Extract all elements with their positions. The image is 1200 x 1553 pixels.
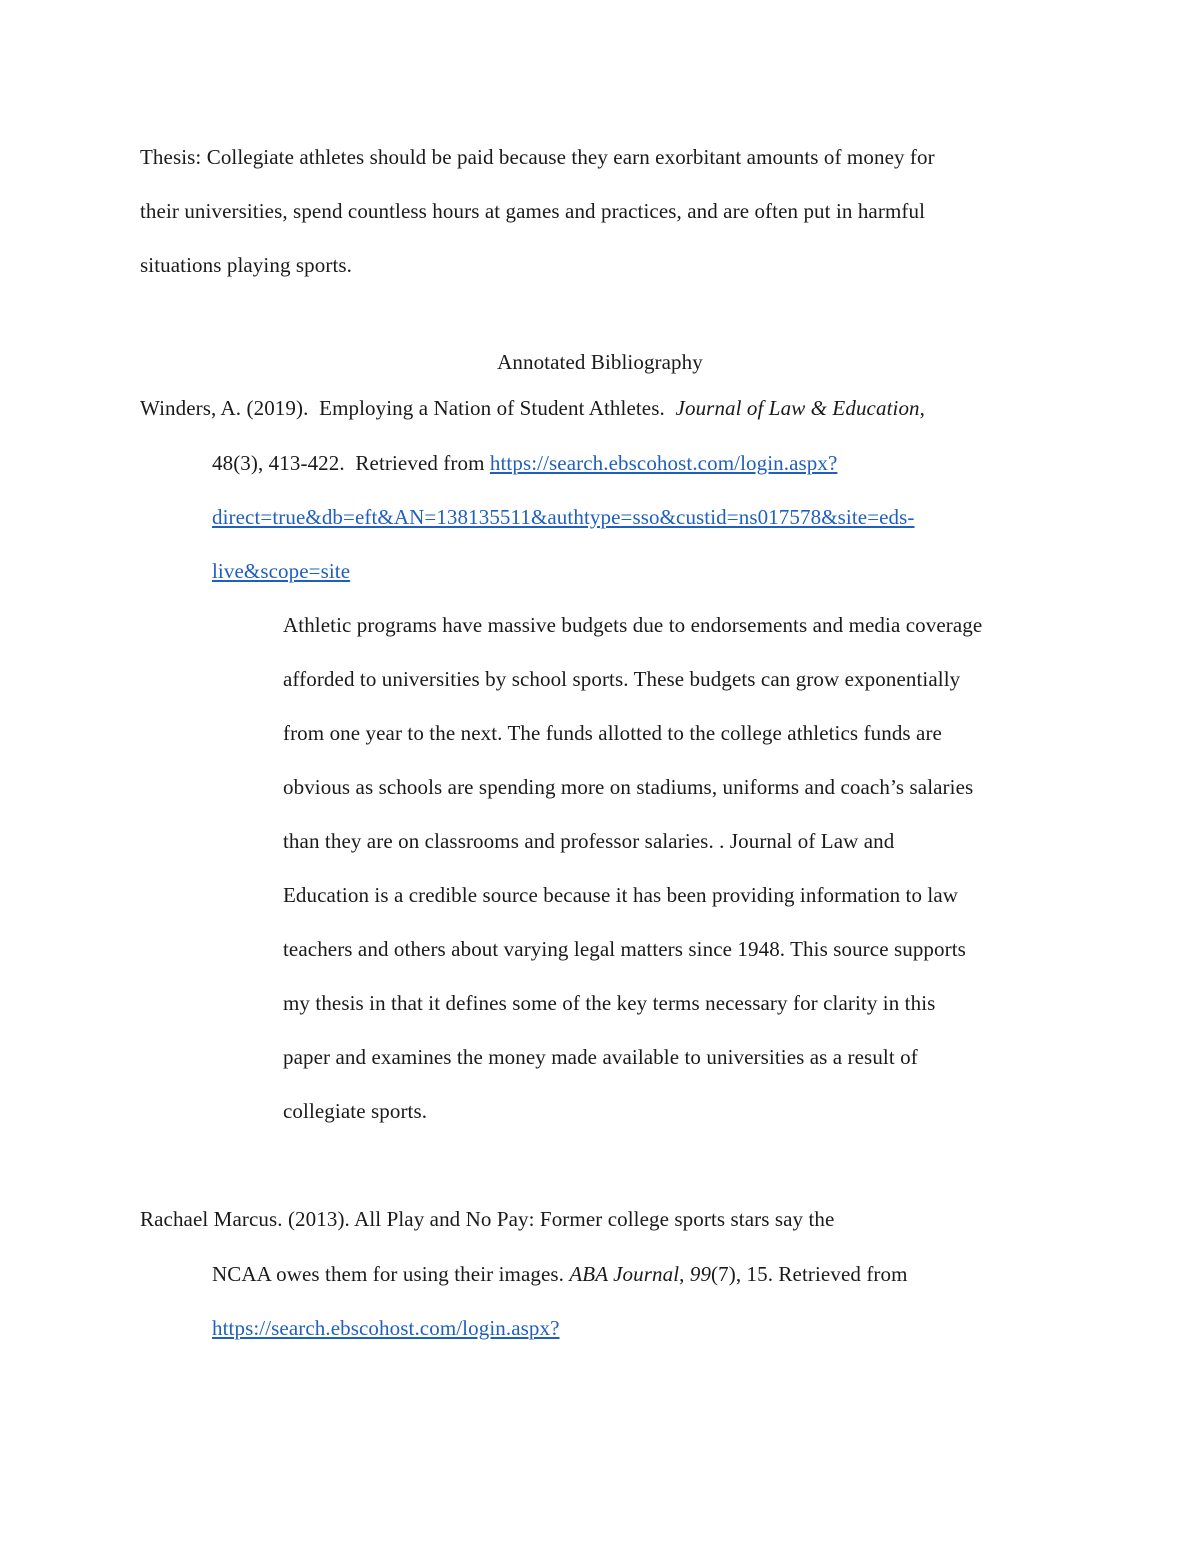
annotation-line: obvious as schools are spending more on stadiums, uniforms and coach’s salaries <box>283 775 974 799</box>
thesis-line-3: situations playing sports. <box>140 253 353 277</box>
annotation-line: my thesis in that it defines some of the key terms necessary for clarity in this <box>283 991 936 1015</box>
annotation-line: Education is a credible source because it has been providing information to law <box>283 883 959 907</box>
entry1-comma: , <box>919 396 926 420</box>
entry1-citation-line-1 <box>140 394 925 422</box>
entry1-url-link-end[interactable]: live&scope=site <box>212 559 351 583</box>
annotation-line: from one year to the next. The funds allotted to the college athletics funds are <box>283 721 942 745</box>
entry1-citation-line-2 <box>212 449 837 477</box>
annotation-line: than they are on classrooms and professor salaries. . Journal of Law and <box>283 829 895 853</box>
entry1-url-link[interactable]: https://search.ebscohost.com/login.aspx? <box>489 451 838 475</box>
entry2-text-start: NCAA owes them for using their images. <box>212 1262 570 1286</box>
annotation-line: teachers and others about varying legal matters since 1948. This source supports <box>283 937 966 961</box>
entry2-volume: 99 <box>689 1262 712 1286</box>
entry1-url-line-2 <box>212 503 915 531</box>
thesis-line-2: their universities, spend countless hours at games and practices, and are often put in harmful <box>140 199 926 223</box>
entry2-journal-title: ABA Journal <box>569 1262 680 1286</box>
entry2-citation-line-1: Rachael Marcus. (2013). All Play and No Pay: Former college sports stars say the <box>140 1207 835 1231</box>
entry1-url-link-cont[interactable]: direct=true&db=eft&AN=138135511&authtype=sso&custid=ns017578&site=eds- <box>212 505 915 529</box>
annotation-line: Athletic programs have massive budgets due to endorsements and media coverage <box>283 613 983 637</box>
annotation-line: collegiate sports. <box>283 1099 428 1123</box>
entry2-url-line <box>212 1314 560 1342</box>
annotation-line: afforded to universities by school sports. These budgets can grow exponentially <box>283 667 961 691</box>
entry1-journal-title: Journal of Law & Education <box>675 396 920 420</box>
entry1-url-line-3 <box>212 557 350 585</box>
entry2-text-end: (7), 15. Retrieved from <box>711 1262 908 1286</box>
thesis-line-1: Thesis: Collegiate athletes should be paid because they earn exorbitant amounts of money for <box>140 145 935 169</box>
entry2-citation-line-2 <box>212 1260 908 1288</box>
entry1-citation-text: Winders, A. (2019). Employing a Nation of Student Athletes. <box>140 396 676 420</box>
entry2-url-link[interactable]: https://search.ebscohost.com/login.aspx? <box>212 1316 560 1340</box>
annotation-line: paper and examines the money made available to universities as a result of <box>283 1045 918 1069</box>
entry1-volume-text: 48(3), 413-422. Retrieved from <box>212 451 490 475</box>
page-heading: Annotated Bibliography <box>497 350 703 374</box>
entry2-separator: , <box>679 1262 690 1286</box>
